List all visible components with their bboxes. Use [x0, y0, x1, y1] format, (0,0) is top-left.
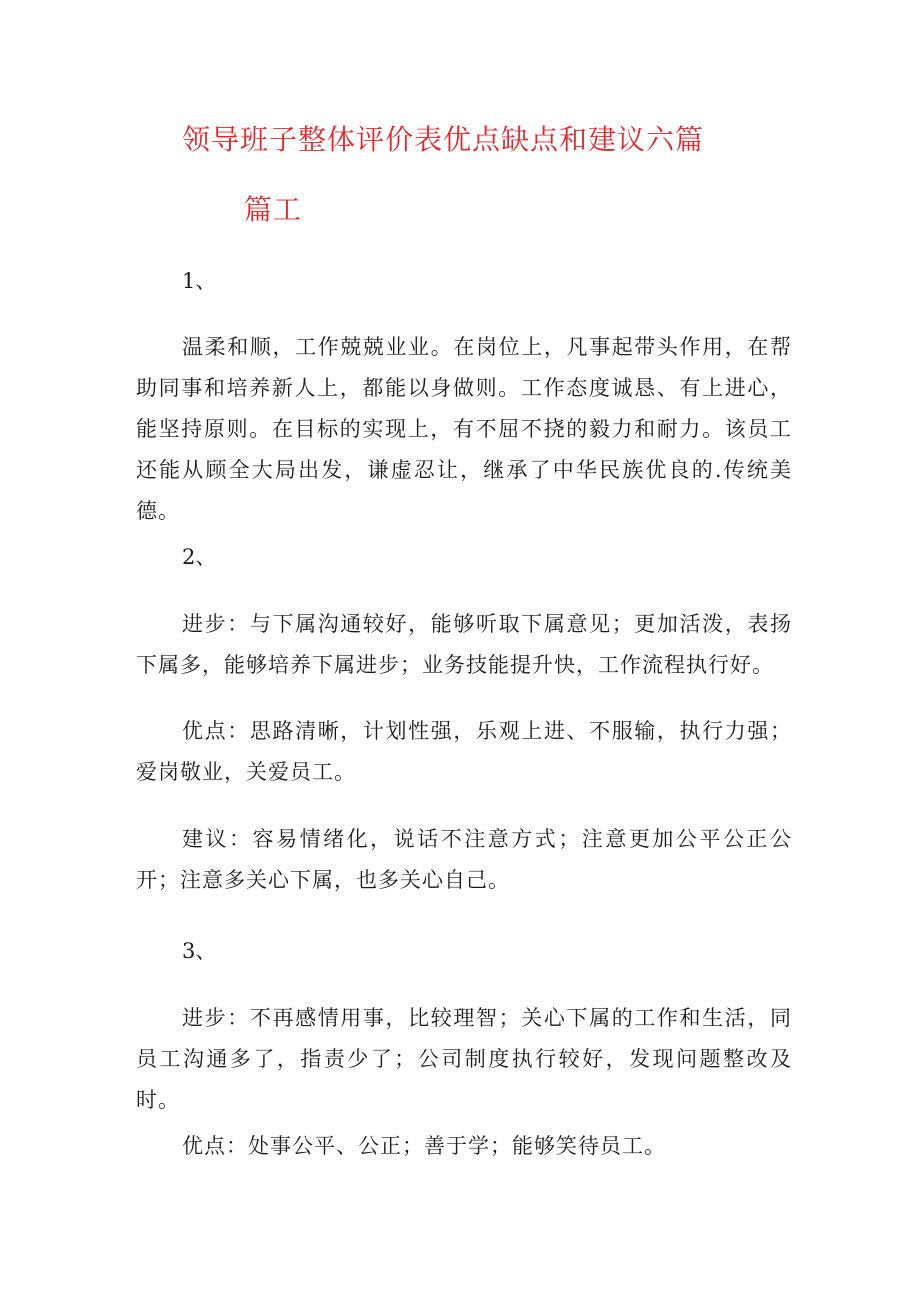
section-3-strengths: 优点：处事公平、公正；善于学；能够笑待员工。: [182, 1134, 666, 1158]
section-number-2: 2、: [182, 545, 217, 569]
document-title: 领导班子整体评价表优点缺点和建议六篇: [182, 123, 705, 156]
section-number-1: 1、: [182, 269, 217, 293]
section-1-paragraph: 温柔和顺，工作兢兢业业。在岗位上，凡事起带头作用，在帮助同事和培养新人上，都能以身做则。工作态度诚恳、有上进心，能坚持原则。在目标的实现上，有不屈不挠的毅力和耐力。该员工还能从顾全大局出发，谦虚忍让，继承了中华民族优良的.传统美德。: [136, 335, 792, 523]
section-3-progress: 进步：不再感情用事，比较理智；关心下属的工作和生活，同员工沟通多了，指责少了；公司制度执行较好，发现问题整改及时。: [136, 1006, 792, 1112]
section-number-3: 3、: [182, 939, 217, 963]
document-title-continued: 篇工: [244, 193, 303, 226]
section-2-strengths: 优点：思路清晰，计划性强，乐观上进、不服输，执行力强；爱岗敬业，关爱员工。: [136, 719, 792, 784]
section-2-progress: 进步：与下属沟通较好，能够听取下属意见；更加活泼，表扬下属多，能够培养下属进步；业务技能提升快，工作流程执行好。: [136, 612, 792, 677]
section-2-suggestions: 建议：容易情绪化，说话不注意方式；注意更加公平公正公开；注意多关心下属，也多关心自己。: [136, 827, 792, 892]
